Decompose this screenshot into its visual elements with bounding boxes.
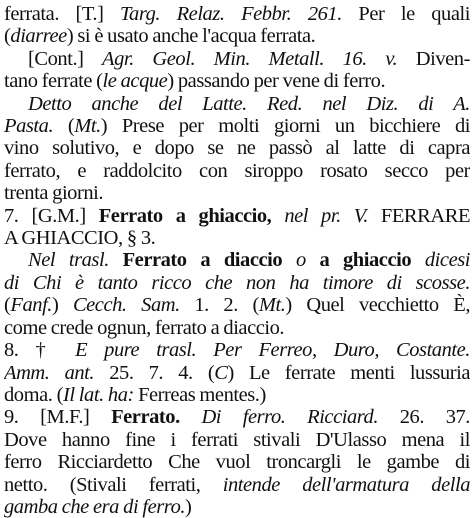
text-run: ( bbox=[4, 294, 11, 317]
italic-text: dicesi bbox=[424, 249, 470, 272]
text-line bbox=[4, 205, 470, 227]
text-run: ) Quel vecchietto È, bbox=[285, 294, 470, 317]
italic-text: Pasta. bbox=[4, 115, 68, 138]
text-run: trenta giorni. bbox=[4, 182, 104, 205]
italic-text: Mt. bbox=[258, 294, 286, 317]
text-run: 7. [G.M.] bbox=[4, 204, 99, 227]
italic-text: Amm. ant. bbox=[4, 361, 110, 384]
text-run: Dove hanno fine i ferrati stivali D'Ulasso mena il bbox=[4, 428, 470, 451]
text-line bbox=[4, 339, 470, 361]
italic-text: C bbox=[214, 361, 228, 384]
text-run: FERRARE bbox=[380, 204, 470, 227]
italic-text: gamba che era di ferro. bbox=[4, 495, 186, 518]
text-run: ferrata. [T.] bbox=[4, 3, 120, 25]
text-run: ) passando per vene di ferro. bbox=[167, 70, 386, 93]
text-run: A GHIACCIO, § 3. bbox=[4, 227, 156, 250]
headword-text: a ghiaccio bbox=[319, 249, 425, 272]
text-run: ) Prese per molti giorni un bicchiere di bbox=[100, 115, 470, 138]
italic-text: Mt. bbox=[74, 115, 101, 138]
italic-text: E pure trasl. Per Ferreo, Duro, Costante. bbox=[75, 339, 470, 362]
text-line bbox=[4, 93, 470, 115]
italic-text: o bbox=[295, 249, 320, 272]
text-run: come crede ognun, ferrato a diaccio. bbox=[4, 316, 285, 339]
italic-text: Il lat. ha: bbox=[62, 383, 134, 406]
text-run: Per le quali bbox=[358, 3, 470, 25]
text-line bbox=[4, 25, 470, 47]
italic-text: Cecch. Sam. bbox=[72, 294, 195, 317]
text-run: doma. ( bbox=[4, 383, 63, 406]
text-line bbox=[4, 70, 470, 92]
text-line bbox=[4, 406, 470, 428]
headword-text: Ferrato a diaccio bbox=[122, 249, 296, 272]
text-line bbox=[4, 317, 470, 339]
text-run: 26. 37. bbox=[399, 406, 470, 429]
text-run: tano ferrate ( bbox=[4, 70, 103, 93]
text-line bbox=[4, 294, 470, 316]
italic-text: di Chi è tanto ricco che non ha timore di scosse. bbox=[4, 271, 470, 294]
text-line bbox=[4, 474, 470, 496]
text-line bbox=[4, 496, 470, 518]
text-line bbox=[4, 48, 470, 70]
text-line bbox=[4, 137, 470, 159]
text-line bbox=[4, 384, 470, 406]
text-line bbox=[4, 362, 470, 384]
text-run: netto. (Stivali ferrati, bbox=[4, 473, 223, 496]
text-run: Diven- bbox=[415, 47, 470, 70]
italic-text: Agr. Geol. Min. Metall. 16. v. bbox=[102, 47, 416, 70]
text-run: ) bbox=[185, 495, 192, 518]
italic-text: Di ferro. Ricciard. bbox=[201, 406, 400, 429]
text-run: ) si è usato anche l'acqua ferrata. bbox=[66, 25, 316, 48]
text-run: vino solutivo, e dopo se ne passò al latte di capra bbox=[4, 137, 470, 160]
italic-text: Fanf. bbox=[10, 294, 52, 317]
text-run: 1. 2. ( bbox=[194, 294, 259, 317]
text-run: [Cont.] bbox=[28, 47, 103, 70]
text-line bbox=[4, 160, 470, 182]
headword-text: Ferrato. bbox=[111, 406, 202, 429]
text-run: 9. [M.F.] bbox=[4, 406, 112, 429]
italic-text: Detto anche del Latte. Red. nel Diz. di A. bbox=[28, 92, 470, 115]
text-line bbox=[4, 182, 470, 204]
dictionary-text-body bbox=[4, 3, 470, 518]
text-line bbox=[4, 429, 470, 451]
text-run: 25. 7. 4. ( bbox=[109, 361, 215, 384]
text-line bbox=[4, 3, 470, 25]
italic-text: Nel trasl. bbox=[28, 249, 123, 272]
text-line bbox=[4, 451, 470, 473]
italic-text: diarree bbox=[10, 25, 67, 48]
text-run: ) Le ferrate menti lussuria bbox=[227, 361, 470, 384]
text-run: ( bbox=[4, 25, 11, 48]
text-run: ferro Ricciardetto Che vuol troncargli le gambe di bbox=[4, 451, 470, 474]
italic-text: le acque bbox=[102, 70, 168, 93]
italic-text: intende dell'armatura della bbox=[222, 473, 470, 496]
text-line bbox=[4, 249, 470, 271]
italic-text: Targ. Relaz. Febbr. 261. bbox=[119, 3, 359, 25]
headword-text: Ferrato a ghiaccio, bbox=[98, 204, 285, 227]
text-line bbox=[4, 115, 470, 137]
text-run: ) bbox=[51, 294, 73, 317]
text-line bbox=[4, 227, 470, 249]
text-run: ( bbox=[67, 115, 75, 138]
text-run: 8. † bbox=[4, 339, 76, 362]
text-run: ferrato, e raddolcito con siroppo rosato secco per bbox=[4, 159, 470, 182]
italic-text: nel pr. V. bbox=[284, 204, 381, 227]
text-line bbox=[4, 272, 470, 294]
text-run: Ferreas mentes.) bbox=[133, 383, 266, 406]
